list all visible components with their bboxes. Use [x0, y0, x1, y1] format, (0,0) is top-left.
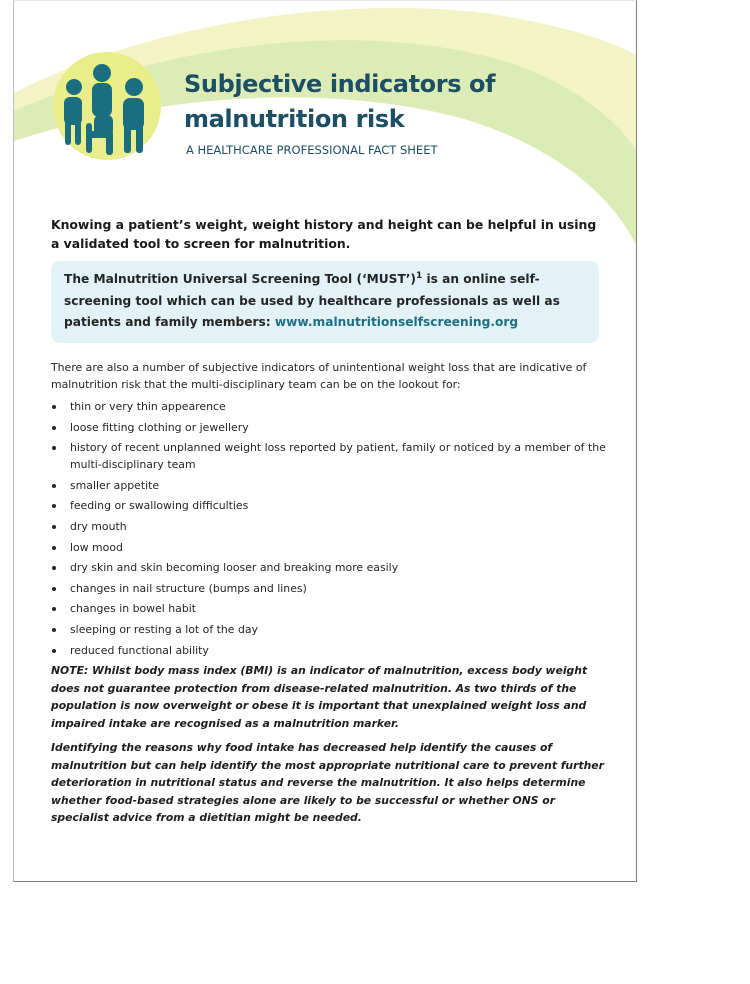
list-item	[51, 600, 607, 617]
must-text-end: is an online self-screening tool which can be used by healthcare professionals as well as patients and family members:	[64, 272, 560, 329]
bullet-icon	[52, 484, 56, 488]
list-item	[51, 621, 607, 638]
bullet-icon	[52, 525, 56, 529]
list-item-text: changes in nail structure (bumps and lines)	[70, 581, 307, 595]
list-item	[51, 518, 607, 535]
must-website-link[interactable]: www.malnutritionselfscreening.org	[274, 315, 519, 329]
bullet-icon	[52, 607, 56, 611]
fact-sheet-page	[13, 0, 637, 882]
bullet-icon	[52, 426, 56, 430]
list-item-text: thin or very thin appearence	[70, 400, 226, 413]
must-info-box	[51, 261, 599, 343]
list-item-text: dry skin and skin becoming looser and breaking more easily	[70, 561, 399, 575]
list-item-text: sleeping or resting a lot of the day	[70, 622, 258, 636]
title-line-2: malnutrition risk	[184, 105, 405, 133]
page-subtitle: A HEALTHCARE PROFESSIONAL FACT SHEET	[186, 143, 438, 157]
intro-paragraph: Knowing a patient’s weight, weight history and height can be helpful in using a validated tool to screen for malnutrition.	[51, 217, 597, 251]
main-content	[51, 359, 607, 827]
list-item-text: feeding or swallowing difficulties	[70, 499, 249, 513]
bmi-note: NOTE: Whilst body mass index (BMI) is an indicator of malnutrition, excess body weight does not guarantee protection from disease-related malnutrition. As two thirds of the population is now overweight or obese it is important that unexplained weight loss and impaired intake are recognised as a malnutrition marker.	[51, 664, 588, 730]
indicator-list	[51, 398, 607, 659]
people-group-icon	[52, 51, 162, 167]
list-item	[51, 559, 607, 576]
list-item-text: changes in bowel habit	[70, 602, 197, 616]
bullet-icon	[52, 546, 56, 550]
indicators-intro-paragraph: There are also a number of subjective indicators of unintentional weight loss that are indicative of malnutrition risk that the multi-disciplinary team can be on the lookout for:	[51, 361, 587, 391]
list-item	[51, 477, 607, 494]
list-item-text: smaller appetite	[70, 478, 160, 492]
list-item	[51, 580, 607, 597]
list-item-text: history of recent unplanned weight loss reported by patient, family or noticed by a member of the multi-disciplinary team	[70, 441, 606, 472]
list-item-text: reduced functional ability	[70, 643, 209, 657]
bullet-icon	[52, 446, 56, 450]
list-item	[51, 497, 607, 514]
list-item-text: low mood	[70, 540, 123, 554]
page-title	[184, 67, 504, 137]
list-item-text: loose fitting clothing or jewellery	[70, 420, 249, 434]
list-item-text: dry mouth	[70, 519, 127, 533]
bullet-icon	[52, 504, 56, 508]
footnote-ref: 1	[415, 271, 423, 281]
list-item	[51, 439, 607, 473]
bullet-icon	[52, 649, 56, 653]
bullet-icon	[52, 566, 56, 570]
list-item	[51, 539, 607, 556]
food-intake-note: Identifying the reasons why food intake has decreased help identify the causes of malnutrition but can help identify the most appropriate nutritional care to prevent further deterioration in nutritional status and reverse the malnutrition. It also helps determine whether food-based strategies alone are likely to be successful or whether ONS or specialist advice from a dietitian might be needed.	[51, 741, 604, 825]
title-line-1: Subjective indicators of	[184, 70, 496, 98]
bullet-icon	[52, 587, 56, 591]
bullet-icon	[52, 405, 56, 409]
must-text-start: The Malnutrition Universal Screening Tool (‘MUST’)	[64, 272, 416, 286]
bullet-icon	[52, 628, 56, 632]
list-item	[51, 398, 607, 415]
list-item	[51, 642, 607, 659]
list-item	[51, 419, 607, 436]
